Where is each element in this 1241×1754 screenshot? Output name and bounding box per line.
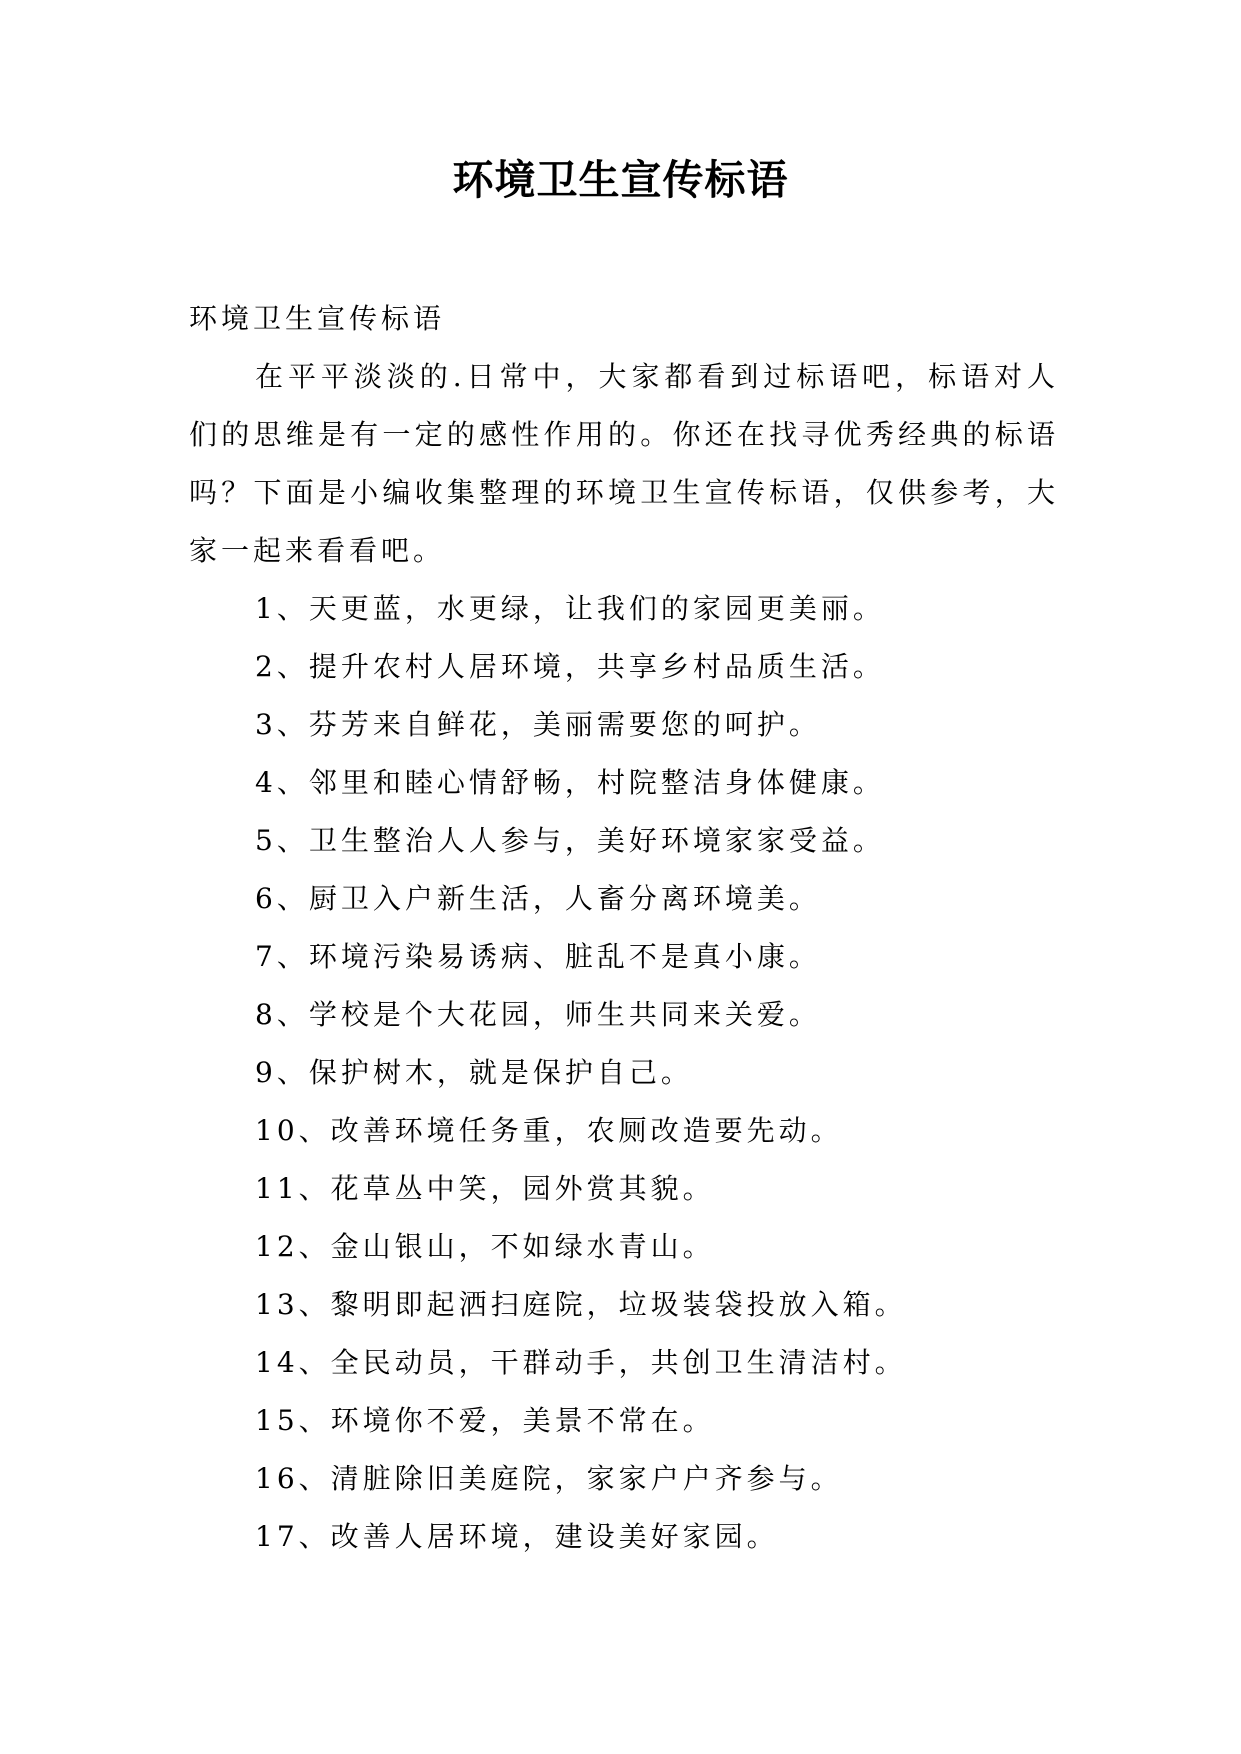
slogan-item: 16、清脏除旧美庭院，家家户户齐参与。 xyxy=(255,1462,843,1495)
slogan-item: 5、卫生整治人人参与，美好环境家家受益。 xyxy=(255,824,885,857)
slogan-item: 4、邻里和睦心情舒畅，村院整洁身体健康。 xyxy=(255,766,885,799)
document-title: 环境卫生宣传标语 xyxy=(452,156,789,204)
slogan-item: 14、全民动员，干群动手，共创卫生清洁村。 xyxy=(255,1346,907,1379)
intro-paragraph: 在平平淡淡的.日常中，大家都看到过标语吧，标语对人们的思维是有一定的感性作用的。你还在找寻优秀经典的标语吗？下面是小编收集整理的环境卫生宣传标语，仅供参考，大家一起来看看吧。 xyxy=(189,360,1059,567)
slogan-item: 8、学校是个大花园，师生共同来关爱。 xyxy=(255,998,821,1031)
slogan-item: 17、改善人居环境，建设美好家园。 xyxy=(255,1520,779,1553)
slogan-item: 2、提升农村人居环境，共享乡村品质生活。 xyxy=(255,650,885,683)
slogan-item: 6、厨卫入户新生活，人畜分离环境美。 xyxy=(255,882,821,915)
slogan-item: 15、环境你不爱，美景不常在。 xyxy=(255,1404,715,1437)
document-body xyxy=(189,290,1059,1566)
slogan-item: 3、芬芳来自鲜花，美丽需要您的呵护。 xyxy=(255,708,821,741)
slogan-item: 11、花草丛中笑，园外赏其貌。 xyxy=(255,1172,715,1205)
section-heading: 环境卫生宣传标语 xyxy=(189,302,446,335)
slogan-item: 12、金山银山，不如绿水青山。 xyxy=(255,1230,715,1263)
slogan-item: 10、改善环境任务重，农厕改造要先动。 xyxy=(255,1114,843,1147)
slogan-list xyxy=(189,580,1059,1566)
slogan-item: 13、黎明即起洒扫庭院，垃圾装袋投放入箱。 xyxy=(255,1288,907,1321)
slogan-item: 9、保护树木，就是保护自己。 xyxy=(255,1056,693,1089)
slogan-item: 1、天更蓝，水更绿，让我们的家园更美丽。 xyxy=(255,592,885,625)
slogan-item: 7、环境污染易诱病、脏乱不是真小康。 xyxy=(255,940,821,973)
